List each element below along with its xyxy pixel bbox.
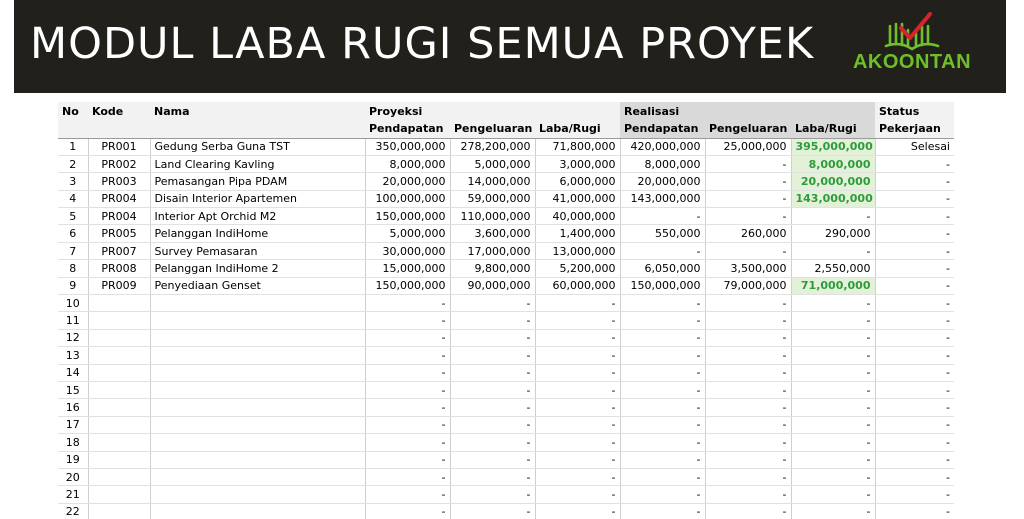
cell-realisasi-pengeluaran[interactable]: - <box>705 329 791 346</box>
cell-realisasi-pengeluaran[interactable]: - <box>705 503 791 519</box>
header-proyeksi-pengeluaran: Pengeluaran <box>450 120 535 138</box>
cell-realisasi-pendapatan[interactable]: - <box>620 434 705 451</box>
cell-no[interactable]: 13 <box>58 347 88 364</box>
cell-proyeksi-pengeluaran[interactable]: - <box>450 381 535 398</box>
cell-nama[interactable]: Penyediaan Genset <box>150 277 365 294</box>
cell-realisasi-pendapatan[interactable]: 6,050,000 <box>620 260 705 277</box>
cell-kode[interactable] <box>88 434 150 451</box>
header-realisasi: Realisasi <box>620 102 705 120</box>
cell-no[interactable]: 11 <box>58 312 88 329</box>
cell-realisasi-pengeluaran[interactable]: - <box>705 190 791 207</box>
cell-proyeksi-pendapatan[interactable]: - <box>365 381 450 398</box>
cell-kode[interactable] <box>88 399 150 416</box>
cell-realisasi-pendapatan[interactable]: 8,000,000 <box>620 155 705 172</box>
cell-nama[interactable]: Pelanggan IndiHome <box>150 225 365 242</box>
table-row <box>58 347 954 364</box>
header-nama: Nama <box>150 102 365 120</box>
cell-proyeksi-laba-rugi[interactable]: - <box>535 451 620 468</box>
cell-nama[interactable] <box>150 486 365 503</box>
cell-realisasi-pendapatan[interactable]: - <box>620 451 705 468</box>
table-row <box>58 329 954 346</box>
cell-proyeksi-pendapatan[interactable]: 150,000,000 <box>365 208 450 225</box>
table-row <box>58 242 954 259</box>
cell-kode[interactable] <box>88 364 150 381</box>
cell-realisasi-pengeluaran[interactable]: - <box>705 208 791 225</box>
cell-realisasi-laba-rugi[interactable]: - <box>791 399 875 416</box>
table-row <box>58 364 954 381</box>
table-row <box>58 260 954 277</box>
cell-proyeksi-pengeluaran[interactable]: - <box>450 347 535 364</box>
cell-realisasi-laba-rugi[interactable]: - <box>791 347 875 364</box>
cell-status[interactable]: - <box>875 503 954 519</box>
cell-proyeksi-laba-rugi[interactable]: - <box>535 468 620 485</box>
cell-proyeksi-pengeluaran[interactable]: 14,000,000 <box>450 173 535 190</box>
cell-proyeksi-laba-rugi[interactable]: - <box>535 295 620 312</box>
page-title: MODUL LABA RUGI SEMUA PROYEK <box>30 19 815 69</box>
table-row <box>58 434 954 451</box>
cell-status[interactable]: - <box>875 451 954 468</box>
cell-proyeksi-pengeluaran[interactable]: - <box>450 329 535 346</box>
cell-proyeksi-pendapatan[interactable]: - <box>365 312 450 329</box>
cell-kode[interactable] <box>88 347 150 364</box>
cell-proyeksi-pengeluaran[interactable]: - <box>450 364 535 381</box>
cell-no[interactable]: 5 <box>58 208 88 225</box>
cell-proyeksi-laba-rugi[interactable]: - <box>535 364 620 381</box>
cell-kode[interactable]: PR002 <box>88 155 150 172</box>
cell-nama[interactable] <box>150 347 365 364</box>
cell-proyeksi-pengeluaran[interactable]: - <box>450 416 535 433</box>
header-blank <box>535 102 620 120</box>
header-no: No <box>58 102 88 120</box>
cell-proyeksi-laba-rugi[interactable]: - <box>535 486 620 503</box>
cell-nama[interactable]: Land Clearing Kavling <box>150 155 365 172</box>
cell-proyeksi-pengeluaran[interactable]: 90,000,000 <box>450 277 535 294</box>
cell-no[interactable]: 20 <box>58 468 88 485</box>
header-proyeksi-laba-rugi: Laba/Rugi <box>535 120 620 138</box>
cell-proyeksi-laba-rugi[interactable]: - <box>535 347 620 364</box>
cell-realisasi-pengeluaran[interactable]: 3,500,000 <box>705 260 791 277</box>
cell-proyeksi-pendapatan[interactable]: - <box>365 451 450 468</box>
cell-no[interactable]: 2 <box>58 155 88 172</box>
cell-proyeksi-laba-rugi[interactable]: 40,000,000 <box>535 208 620 225</box>
table-row <box>58 277 954 294</box>
cell-status[interactable]: - <box>875 486 954 503</box>
table-row <box>58 208 954 225</box>
header-blank <box>58 120 88 138</box>
cell-proyeksi-laba-rugi[interactable]: 60,000,000 <box>535 277 620 294</box>
cell-nama[interactable] <box>150 312 365 329</box>
cell-kode[interactable]: PR004 <box>88 190 150 207</box>
header-blank <box>705 102 791 120</box>
cell-realisasi-laba-rugi[interactable]: - <box>791 381 875 398</box>
cell-kode[interactable] <box>88 329 150 346</box>
cell-no[interactable]: 9 <box>58 277 88 294</box>
cell-realisasi-pengeluaran[interactable]: 260,000 <box>705 225 791 242</box>
table-row <box>58 295 954 312</box>
cell-nama[interactable] <box>150 295 365 312</box>
cell-proyeksi-pendapatan[interactable]: - <box>365 364 450 381</box>
cell-proyeksi-pendapatan[interactable]: - <box>365 503 450 519</box>
cell-realisasi-pengeluaran[interactable]: - <box>705 381 791 398</box>
cell-proyeksi-pengeluaran[interactable]: - <box>450 295 535 312</box>
table-row <box>58 138 954 155</box>
cell-realisasi-pendapatan[interactable]: 20,000,000 <box>620 173 705 190</box>
cell-realisasi-pengeluaran[interactable]: - <box>705 451 791 468</box>
cell-realisasi-pengeluaran[interactable]: - <box>705 347 791 364</box>
cell-no[interactable]: 21 <box>58 486 88 503</box>
cell-realisasi-laba-rugi[interactable]: 8,000,000 <box>791 155 875 172</box>
cell-kode[interactable] <box>88 416 150 433</box>
cell-status[interactable]: - <box>875 434 954 451</box>
cell-nama[interactable] <box>150 468 365 485</box>
cell-realisasi-pendapatan[interactable]: - <box>620 486 705 503</box>
cell-status[interactable]: - <box>875 399 954 416</box>
cell-kode[interactable]: PR009 <box>88 277 150 294</box>
table-row <box>58 416 954 433</box>
cell-status[interactable]: - <box>875 381 954 398</box>
cell-kode[interactable]: PR001 <box>88 138 150 155</box>
cell-status[interactable]: - <box>875 312 954 329</box>
cell-kode[interactable] <box>88 381 150 398</box>
cell-realisasi-pengeluaran[interactable]: - <box>705 155 791 172</box>
cell-realisasi-pendapatan[interactable]: - <box>620 242 705 259</box>
cell-proyeksi-laba-rugi[interactable]: 5,200,000 <box>535 260 620 277</box>
cell-proyeksi-laba-rugi[interactable]: - <box>535 503 620 519</box>
cell-proyeksi-pengeluaran[interactable]: 3,600,000 <box>450 225 535 242</box>
header-row-2 <box>58 120 954 138</box>
cell-proyeksi-pendapatan[interactable]: - <box>365 434 450 451</box>
cell-status[interactable]: Selesai <box>875 138 954 155</box>
akoontan-logo <box>832 8 992 86</box>
cell-proyeksi-pengeluaran[interactable]: 9,800,000 <box>450 260 535 277</box>
cell-proyeksi-pendapatan[interactable]: - <box>365 399 450 416</box>
cell-proyeksi-pengeluaran[interactable]: - <box>450 399 535 416</box>
cell-proyeksi-pengeluaran[interactable]: - <box>450 486 535 503</box>
cell-status[interactable]: - <box>875 295 954 312</box>
cell-kode[interactable]: PR005 <box>88 225 150 242</box>
cell-status[interactable]: - <box>875 173 954 190</box>
cell-realisasi-laba-rugi[interactable]: - <box>791 364 875 381</box>
cell-proyeksi-pengeluaran[interactable]: - <box>450 312 535 329</box>
cell-nama[interactable]: Pemasangan Pipa PDAM <box>150 173 365 190</box>
cell-realisasi-laba-rugi[interactable]: - <box>791 416 875 433</box>
cell-realisasi-laba-rugi[interactable]: - <box>791 451 875 468</box>
cell-proyeksi-pendapatan[interactable]: 20,000,000 <box>365 173 450 190</box>
cell-realisasi-laba-rugi[interactable]: - <box>791 486 875 503</box>
cell-proyeksi-pendapatan[interactable]: 15,000,000 <box>365 260 450 277</box>
cell-realisasi-pendapatan[interactable]: - <box>620 381 705 398</box>
cell-realisasi-pendapatan[interactable]: 143,000,000 <box>620 190 705 207</box>
cell-proyeksi-pengeluaran[interactable]: 110,000,000 <box>450 208 535 225</box>
cell-realisasi-pengeluaran[interactable]: 25,000,000 <box>705 138 791 155</box>
header-proyeksi: Proyeksi <box>365 102 450 120</box>
cell-proyeksi-laba-rugi[interactable]: - <box>535 434 620 451</box>
cell-realisasi-laba-rugi[interactable]: - <box>791 434 875 451</box>
header-blank <box>88 120 150 138</box>
table-row <box>58 468 954 485</box>
cell-status[interactable]: - <box>875 208 954 225</box>
cell-proyeksi-pendapatan[interactable]: - <box>365 486 450 503</box>
cell-proyeksi-laba-rugi[interactable]: 3,000,000 <box>535 155 620 172</box>
header-realisasi-pendapatan: Pendapatan <box>620 120 705 138</box>
table-row <box>58 173 954 190</box>
cell-nama[interactable] <box>150 381 365 398</box>
cell-proyeksi-pendapatan[interactable]: 8,000,000 <box>365 155 450 172</box>
cell-realisasi-pendapatan[interactable]: - <box>620 295 705 312</box>
logo-wordmark: AKOONTAN <box>852 51 972 73</box>
cell-no[interactable]: 14 <box>58 364 88 381</box>
cell-kode[interactable] <box>88 312 150 329</box>
header-blank <box>450 102 535 120</box>
cell-realisasi-laba-rugi[interactable]: 395,000,000 <box>791 138 875 155</box>
cell-nama[interactable]: Gedung Serba Guna TST <box>150 138 365 155</box>
title-banner <box>14 0 1006 93</box>
table-row <box>58 312 954 329</box>
header-status-pekerjaan: Pekerjaan <box>875 120 954 138</box>
cell-no[interactable]: 1 <box>58 138 88 155</box>
cell-realisasi-laba-rugi[interactable]: - <box>791 295 875 312</box>
cell-realisasi-pendapatan[interactable]: - <box>620 399 705 416</box>
profit-loss-table <box>58 102 954 519</box>
header-status: Status <box>875 102 954 120</box>
cell-kode[interactable] <box>88 295 150 312</box>
cell-proyeksi-pendapatan[interactable]: - <box>365 295 450 312</box>
cell-kode[interactable] <box>88 486 150 503</box>
cell-realisasi-laba-rugi[interactable]: 20,000,000 <box>791 173 875 190</box>
cell-proyeksi-laba-rugi[interactable]: 1,400,000 <box>535 225 620 242</box>
cell-kode[interactable]: PR008 <box>88 260 150 277</box>
cell-realisasi-pengeluaran[interactable]: - <box>705 399 791 416</box>
cell-proyeksi-pendapatan[interactable]: 30,000,000 <box>365 242 450 259</box>
cell-realisasi-pendapatan[interactable]: - <box>620 503 705 519</box>
cell-realisasi-pendapatan[interactable]: 150,000,000 <box>620 277 705 294</box>
cell-nama[interactable]: Survey Pemasaran <box>150 242 365 259</box>
cell-status[interactable]: - <box>875 242 954 259</box>
header-proyeksi-pendapatan: Pendapatan <box>365 120 450 138</box>
cell-nama[interactable]: Pelanggan IndiHome 2 <box>150 260 365 277</box>
cell-kode[interactable] <box>88 503 150 519</box>
cell-realisasi-laba-rugi[interactable]: - <box>791 468 875 485</box>
cell-status[interactable]: - <box>875 190 954 207</box>
cell-realisasi-pengeluaran[interactable]: - <box>705 434 791 451</box>
cell-no[interactable]: 10 <box>58 295 88 312</box>
cell-realisasi-pengeluaran[interactable]: - <box>705 312 791 329</box>
cell-proyeksi-pendapatan[interactable]: - <box>365 468 450 485</box>
header-kode: Kode <box>88 102 150 120</box>
cell-realisasi-pengeluaran[interactable]: - <box>705 295 791 312</box>
cell-nama[interactable] <box>150 329 365 346</box>
cell-realisasi-pendapatan[interactable]: - <box>620 329 705 346</box>
cell-realisasi-pengeluaran[interactable]: - <box>705 486 791 503</box>
cell-kode[interactable] <box>88 468 150 485</box>
cell-proyeksi-pendapatan[interactable]: - <box>365 329 450 346</box>
cell-realisasi-laba-rugi[interactable]: 143,000,000 <box>791 190 875 207</box>
cell-proyeksi-pendapatan[interactable]: 150,000,000 <box>365 277 450 294</box>
cell-proyeksi-laba-rugi[interactable]: 41,000,000 <box>535 190 620 207</box>
cell-proyeksi-pendapatan[interactable]: 100,000,000 <box>365 190 450 207</box>
cell-no[interactable]: 17 <box>58 416 88 433</box>
cell-realisasi-pendapatan[interactable]: - <box>620 208 705 225</box>
cell-nama[interactable] <box>150 451 365 468</box>
cell-no[interactable]: 6 <box>58 225 88 242</box>
table-row <box>58 225 954 242</box>
table-row <box>58 451 954 468</box>
cell-no[interactable]: 19 <box>58 451 88 468</box>
cell-proyeksi-pendapatan[interactable]: 5,000,000 <box>365 225 450 242</box>
cell-nama[interactable] <box>150 416 365 433</box>
cell-kode[interactable] <box>88 451 150 468</box>
cell-realisasi-pendapatan[interactable]: - <box>620 347 705 364</box>
cell-realisasi-pengeluaran[interactable]: - <box>705 173 791 190</box>
cell-proyeksi-pengeluaran[interactable]: - <box>450 503 535 519</box>
cell-realisasi-pengeluaran[interactable]: - <box>705 468 791 485</box>
cell-realisasi-pengeluaran[interactable]: - <box>705 364 791 381</box>
cell-realisasi-laba-rugi[interactable]: - <box>791 242 875 259</box>
cell-realisasi-pendapatan[interactable]: 550,000 <box>620 225 705 242</box>
cell-status[interactable]: - <box>875 364 954 381</box>
cell-status[interactable]: - <box>875 347 954 364</box>
cell-nama[interactable]: Interior Apt Orchid M2 <box>150 208 365 225</box>
cell-status[interactable]: - <box>875 155 954 172</box>
cell-proyeksi-pendapatan[interactable]: - <box>365 416 450 433</box>
cell-realisasi-pengeluaran[interactable]: - <box>705 242 791 259</box>
table-row <box>58 381 954 398</box>
cell-realisasi-laba-rugi[interactable]: 2,550,000 <box>791 260 875 277</box>
cell-proyeksi-laba-rugi[interactable]: - <box>535 381 620 398</box>
cell-proyeksi-pendapatan[interactable]: 350,000,000 <box>365 138 450 155</box>
header-realisasi-laba-rugi: Laba/Rugi <box>791 120 875 138</box>
cell-realisasi-laba-rugi[interactable]: - <box>791 503 875 519</box>
cell-no[interactable]: 16 <box>58 399 88 416</box>
cell-no[interactable]: 3 <box>58 173 88 190</box>
cell-proyeksi-pengeluaran[interactable]: 17,000,000 <box>450 242 535 259</box>
cell-proyeksi-laba-rugi[interactable]: - <box>535 329 620 346</box>
cell-no[interactable]: 22 <box>58 503 88 519</box>
cell-proyeksi-pengeluaran[interactable]: 59,000,000 <box>450 190 535 207</box>
cell-no[interactable]: 7 <box>58 242 88 259</box>
cell-status[interactable]: - <box>875 416 954 433</box>
cell-realisasi-laba-rugi[interactable]: - <box>791 208 875 225</box>
cell-status[interactable]: - <box>875 225 954 242</box>
cell-proyeksi-laba-rugi[interactable]: 71,800,000 <box>535 138 620 155</box>
table-row <box>58 155 954 172</box>
cell-proyeksi-laba-rugi[interactable]: 13,000,000 <box>535 242 620 259</box>
header-blank <box>791 102 875 120</box>
cell-proyeksi-laba-rugi[interactable]: 6,000,000 <box>535 173 620 190</box>
cell-nama[interactable] <box>150 503 365 519</box>
header-row-1 <box>58 102 954 120</box>
table-row <box>58 486 954 503</box>
cell-proyeksi-laba-rugi[interactable]: - <box>535 399 620 416</box>
cell-proyeksi-pengeluaran[interactable]: 5,000,000 <box>450 155 535 172</box>
cell-no[interactable]: 12 <box>58 329 88 346</box>
cell-status[interactable]: - <box>875 260 954 277</box>
cell-status[interactable]: - <box>875 468 954 485</box>
cell-no[interactable]: 8 <box>58 260 88 277</box>
cell-proyeksi-pengeluaran[interactable]: 278,200,000 <box>450 138 535 155</box>
cell-realisasi-pendapatan[interactable]: 420,000,000 <box>620 138 705 155</box>
cell-realisasi-pengeluaran[interactable]: 79,000,000 <box>705 277 791 294</box>
cell-kode[interactable]: PR003 <box>88 173 150 190</box>
cell-proyeksi-pengeluaran[interactable]: - <box>450 451 535 468</box>
cell-status[interactable]: - <box>875 329 954 346</box>
book-checkmark-icon <box>884 12 940 52</box>
cell-proyeksi-laba-rugi[interactable]: - <box>535 416 620 433</box>
cell-realisasi-laba-rugi[interactable]: 290,000 <box>791 225 875 242</box>
cell-realisasi-laba-rugi[interactable]: 71,000,000 <box>791 277 875 294</box>
table-row <box>58 399 954 416</box>
cell-no[interactable]: 4 <box>58 190 88 207</box>
cell-nama[interactable] <box>150 399 365 416</box>
cell-realisasi-pendapatan[interactable]: - <box>620 468 705 485</box>
table-row <box>58 190 954 207</box>
table-row <box>58 503 954 519</box>
cell-proyeksi-pengeluaran[interactable]: - <box>450 468 535 485</box>
cell-realisasi-pendapatan[interactable]: - <box>620 364 705 381</box>
cell-proyeksi-laba-rugi[interactable]: - <box>535 312 620 329</box>
table-body <box>58 138 954 519</box>
cell-realisasi-laba-rugi[interactable]: - <box>791 329 875 346</box>
cell-kode[interactable]: PR007 <box>88 242 150 259</box>
cell-realisasi-pendapatan[interactable]: - <box>620 312 705 329</box>
cell-kode[interactable]: PR004 <box>88 208 150 225</box>
cell-realisasi-pendapatan[interactable]: - <box>620 416 705 433</box>
cell-nama[interactable]: Disain Interior Apartemen <box>150 190 365 207</box>
cell-realisasi-laba-rugi[interactable]: - <box>791 312 875 329</box>
cell-nama[interactable] <box>150 364 365 381</box>
cell-realisasi-pengeluaran[interactable]: - <box>705 416 791 433</box>
cell-nama[interactable] <box>150 434 365 451</box>
header-blank <box>150 120 365 138</box>
header-realisasi-pengeluaran: Pengeluaran <box>705 120 791 138</box>
cell-status[interactable]: - <box>875 277 954 294</box>
cell-no[interactable]: 18 <box>58 434 88 451</box>
cell-no[interactable]: 15 <box>58 381 88 398</box>
cell-proyeksi-pengeluaran[interactable]: - <box>450 434 535 451</box>
cell-proyeksi-pendapatan[interactable]: - <box>365 347 450 364</box>
